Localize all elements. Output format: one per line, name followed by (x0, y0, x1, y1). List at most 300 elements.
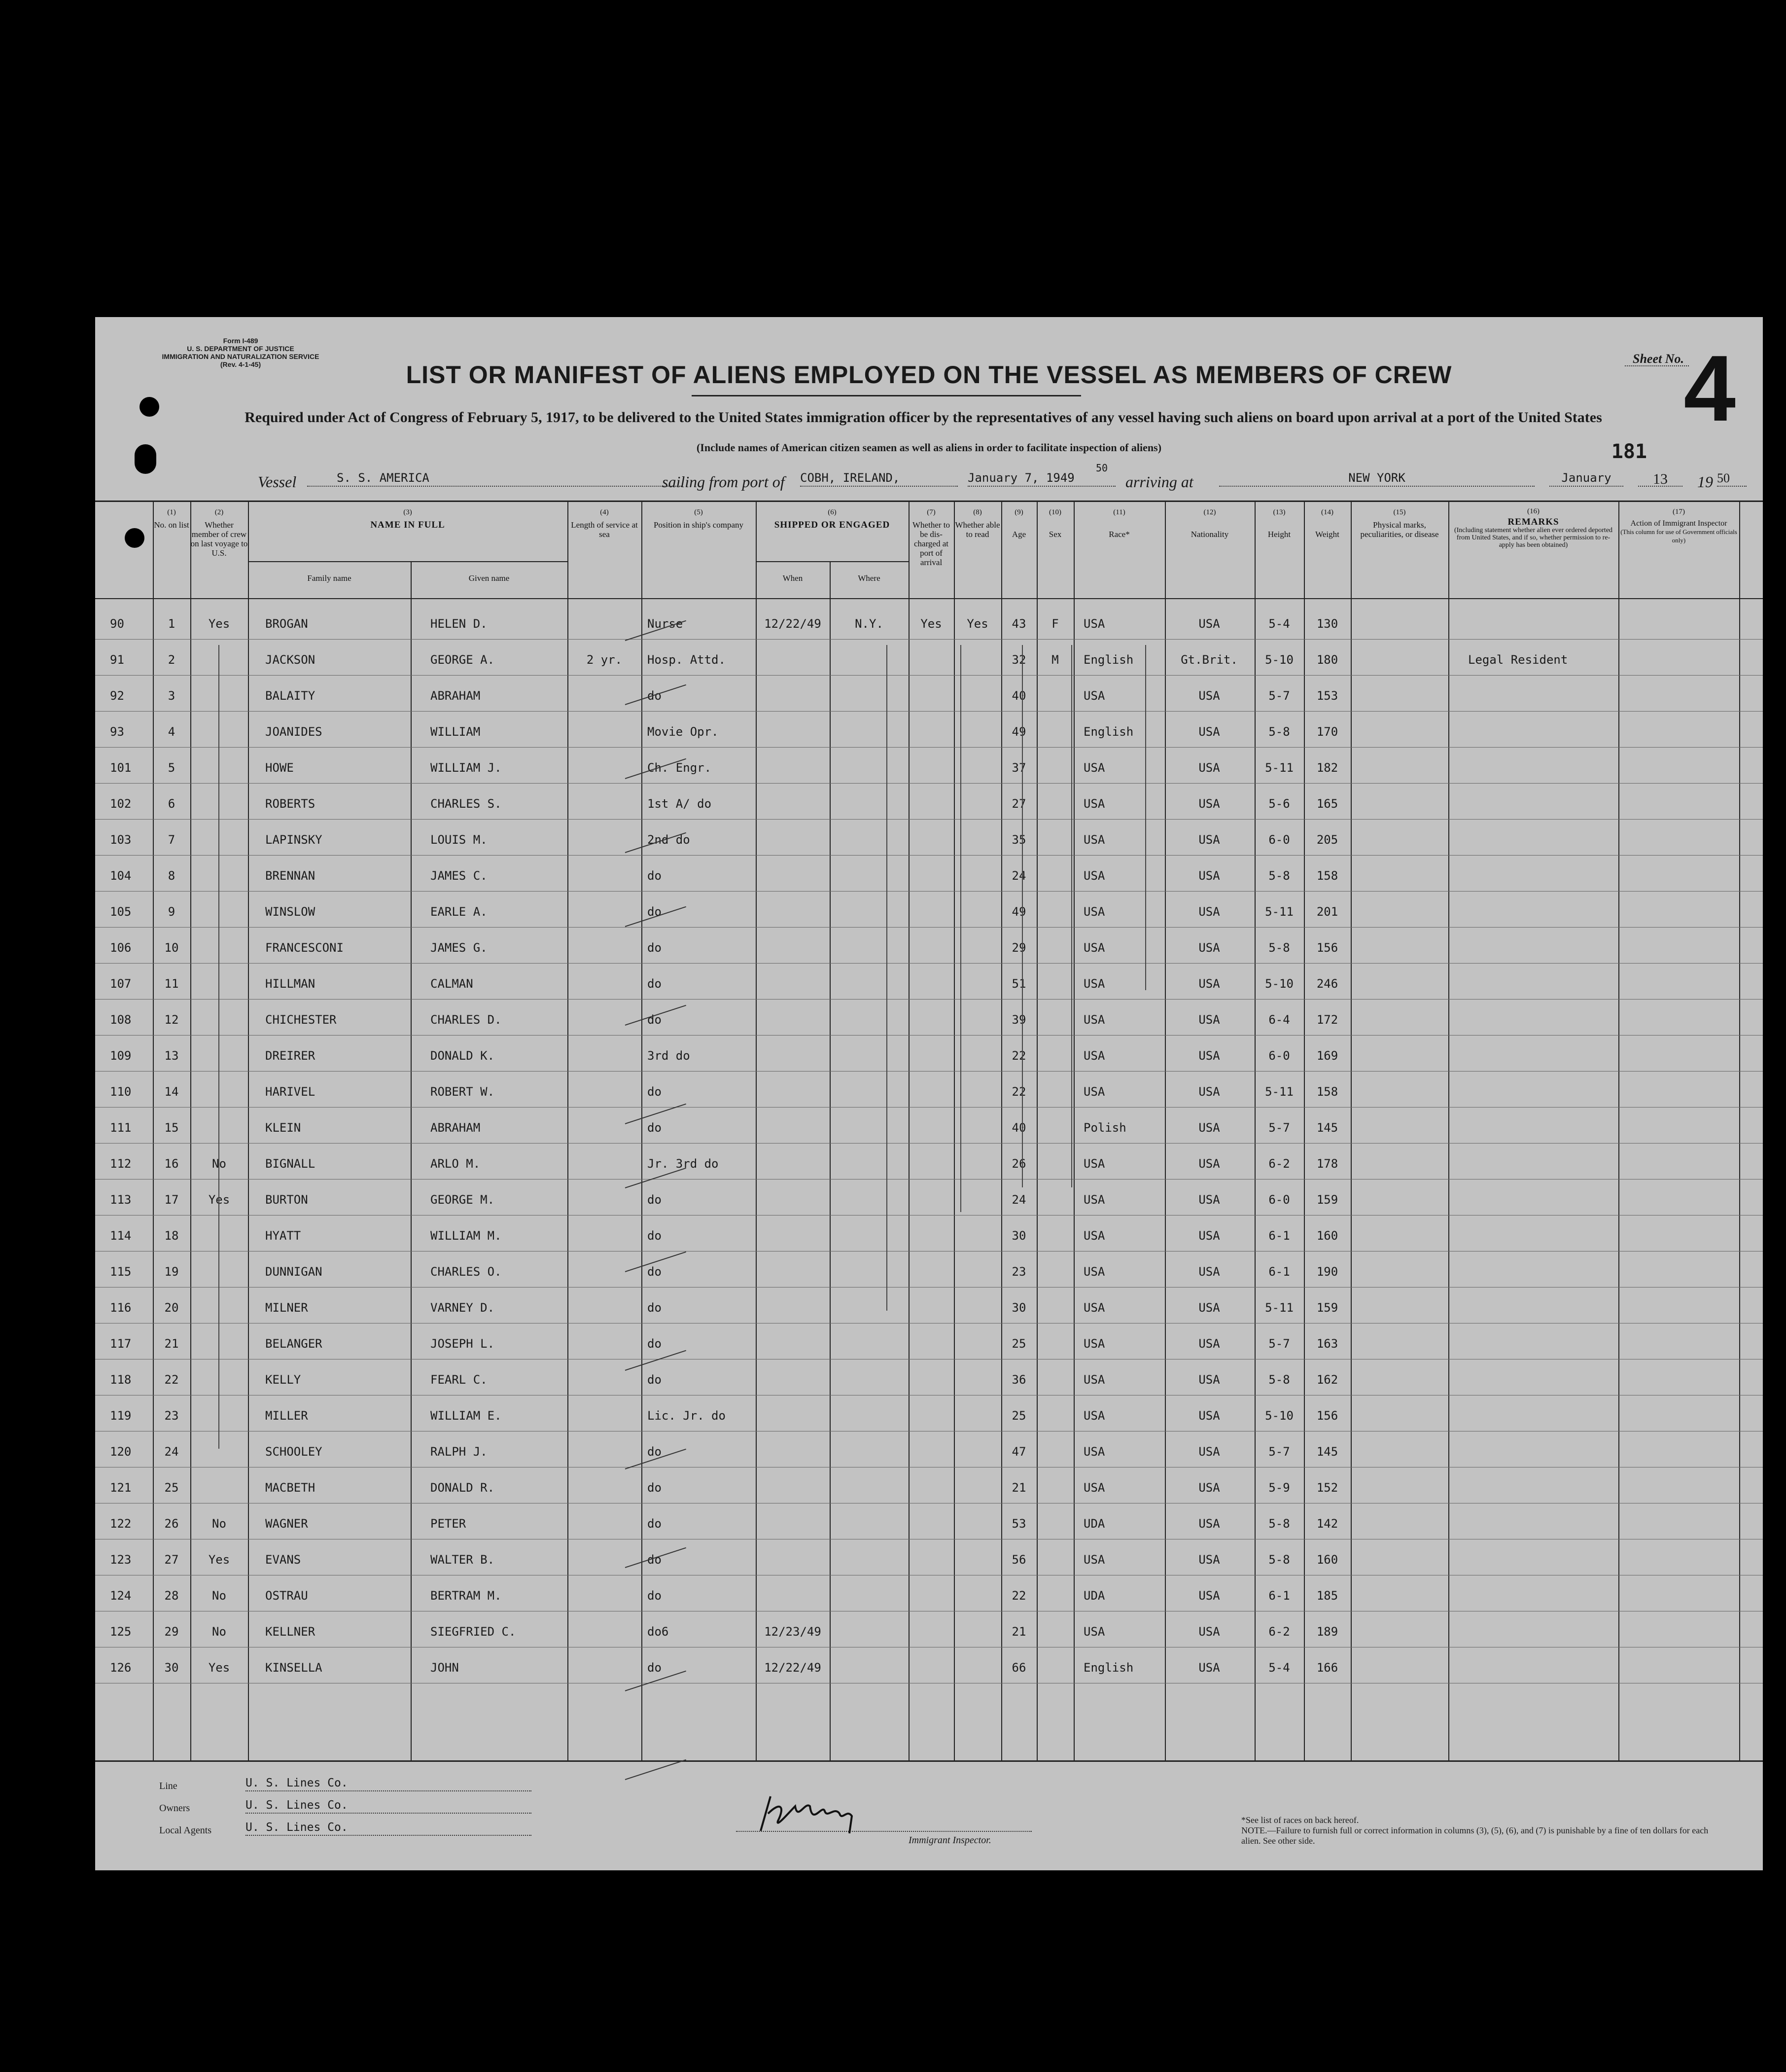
vessel-line (258, 462, 1730, 491)
row-weight: 153 (1316, 689, 1338, 703)
row-position: Jr. 3rd do (647, 1157, 719, 1171)
row-family-name: BELANGER (265, 1337, 322, 1351)
row-rule (95, 963, 1763, 964)
row-race: UDA (1084, 1517, 1105, 1531)
col-label: Nationality (1191, 530, 1229, 539)
row-family-name: WAGNER (265, 1517, 308, 1531)
row-age: 30 (1012, 1229, 1026, 1243)
col-num: (13) (1273, 508, 1286, 516)
row-given-name: ABRAHAM (430, 1121, 481, 1135)
row-ref-number: 112 (110, 1157, 132, 1171)
row-race: USA (1084, 797, 1105, 811)
row-position: do (647, 1373, 662, 1387)
row-ref-number: 125 (110, 1625, 132, 1639)
row-race: USA (1084, 1301, 1105, 1315)
row-given-name: JOHN (430, 1661, 459, 1675)
form-revision: (Rev. 4-1-45) (220, 360, 261, 368)
row-nationality: Gt.Brit. (1181, 653, 1238, 667)
row-family-name: BURTON (265, 1193, 308, 1207)
row-weight: 172 (1316, 1013, 1338, 1027)
ditto-stroke (1071, 645, 1072, 1187)
row-prev-voyage: Yes (208, 1661, 230, 1675)
row-height: 5-11 (1265, 761, 1294, 775)
row-position: Ch. Engr. (647, 761, 712, 775)
row-number: 17 (164, 1193, 179, 1207)
header-bottom-rule (95, 598, 1763, 599)
row-family-name: BROGAN (265, 617, 308, 631)
row-position: do (647, 1517, 662, 1531)
row-weight: 162 (1316, 1373, 1338, 1387)
row-height: 6-1 (1268, 1589, 1290, 1603)
row-position: Nurse (647, 617, 683, 631)
row-discharged: Yes (920, 617, 942, 631)
row-ref-number: 124 (110, 1589, 132, 1603)
col-header-sex (1037, 508, 1074, 539)
row-family-name: MILNER (265, 1301, 308, 1315)
row-given-name: WALTER B. (430, 1553, 495, 1567)
row-weight: 180 (1316, 653, 1338, 667)
row-number: 3 (168, 689, 175, 703)
col-header-height (1255, 508, 1304, 539)
row-rule (95, 639, 1763, 640)
arrival-port: NEW YORK (1219, 471, 1535, 487)
row-nationality: USA (1198, 1229, 1220, 1243)
col-label: Whether member of crew on last voyage to U.S. (190, 520, 248, 558)
row-number: 16 (164, 1157, 179, 1171)
col-num: (12) (1203, 508, 1216, 516)
row-age: 51 (1012, 977, 1026, 991)
row-given-name: WILLIAM E. (430, 1409, 502, 1423)
row-number: 15 (164, 1121, 179, 1135)
row-height: 5-4 (1268, 1661, 1290, 1675)
row-shipped-where: N.Y. (855, 617, 883, 631)
row-family-name: JACKSON (265, 653, 315, 667)
row-given-name: CHARLES S. (430, 797, 502, 811)
footer (95, 1762, 1763, 1870)
row-weight: 182 (1316, 761, 1338, 775)
row-prev-voyage: Yes (208, 1193, 230, 1207)
col-label: Position in ship's company (653, 520, 744, 530)
col-divider (1351, 502, 1352, 1760)
inspector-line (736, 1831, 1032, 1832)
row-age: 49 (1012, 725, 1026, 739)
stamp-number: 181 (1611, 440, 1647, 463)
row-family-name: KELLY (265, 1373, 301, 1387)
row-prev-voyage: No (212, 1589, 226, 1603)
row-age: 22 (1012, 1589, 1026, 1603)
row-weight: 160 (1316, 1229, 1338, 1243)
row-rule (95, 783, 1763, 784)
row-weight: 145 (1316, 1121, 1338, 1135)
row-number: 27 (164, 1553, 179, 1567)
row-rule (95, 711, 1763, 712)
row-given-name: ARLO M. (430, 1157, 481, 1171)
row-height: 5-11 (1265, 1085, 1294, 1099)
row-rule (95, 819, 1763, 820)
col-header-shipped (756, 508, 909, 530)
row-family-name: BALAITY (265, 689, 315, 703)
row-weight: 130 (1316, 617, 1338, 631)
row-position: do (647, 1265, 662, 1279)
row-nationality: USA (1198, 1661, 1220, 1675)
row-given-name: RALPH J. (430, 1445, 488, 1459)
col-num: (16) (1527, 508, 1540, 515)
row-shipped-when: 12/22/49 (764, 617, 821, 631)
col-divider (1165, 502, 1166, 1760)
row-race: USA (1084, 977, 1105, 991)
arrival-month: January (1549, 471, 1623, 487)
row-position: Hosp. Attd. (647, 653, 726, 667)
row-number: 30 (164, 1661, 179, 1675)
row-race: USA (1084, 1337, 1105, 1351)
row-nationality: USA (1198, 941, 1220, 955)
row-family-name: KINSELLA (265, 1661, 322, 1675)
col-label: Height (1267, 530, 1291, 539)
row-given-name: FEARL C. (430, 1373, 488, 1387)
row-given-name: VARNEY D. (430, 1301, 495, 1315)
col-label: Sex (1049, 530, 1062, 539)
row-ref-number: 105 (110, 905, 132, 919)
row-family-name: BIGNALL (265, 1157, 315, 1171)
row-number: 6 (168, 797, 175, 811)
row-race: USA (1084, 941, 1105, 955)
row-rule (95, 675, 1763, 676)
col-header-when: When (782, 573, 803, 583)
row-given-name: SIEGFRIED C. (430, 1625, 516, 1639)
row-ref-number: 118 (110, 1373, 132, 1387)
row-age: 56 (1012, 1553, 1026, 1567)
row-able-to-read: Yes (967, 617, 988, 631)
row-family-name: LAPINSKY (265, 833, 322, 847)
row-weight: 178 (1316, 1157, 1338, 1171)
col-header-position (641, 508, 756, 530)
row-position: do6 (647, 1625, 669, 1639)
form-department: U. S. DEPARTMENT OF JUSTICE (187, 345, 294, 353)
note-races: *See list of races on back hereof. (1241, 1815, 1359, 1825)
col-header-physical (1351, 508, 1448, 539)
row-ref-number: 123 (110, 1553, 132, 1567)
row-nationality: USA (1198, 1481, 1220, 1495)
row-race: USA (1084, 1445, 1105, 1459)
row-race: USA (1084, 1229, 1105, 1243)
row-number: 10 (164, 941, 179, 955)
row-height: 5-6 (1268, 797, 1290, 811)
row-height: 5-10 (1265, 977, 1294, 991)
row-age: 21 (1012, 1625, 1026, 1639)
crew-table (95, 500, 1763, 1762)
row-height: 6-4 (1268, 1013, 1290, 1027)
row-nationality: USA (1198, 1013, 1220, 1027)
row-nationality: USA (1198, 833, 1220, 847)
row-given-name: JAMES G. (430, 941, 488, 955)
row-family-name: HILLMAN (265, 977, 315, 991)
col-header-family: Family name (307, 573, 351, 583)
col-label: SHIPPED OR ENGAGED (774, 520, 890, 530)
row-given-name: ROBERT W. (430, 1085, 495, 1099)
row-number: 9 (168, 905, 175, 919)
col-divider (954, 502, 955, 1760)
col-divider (1074, 502, 1075, 1760)
row-race: USA (1084, 1625, 1105, 1639)
row-family-name: MACBETH (265, 1481, 315, 1495)
row-age: 35 (1012, 833, 1026, 847)
col-header-prev-voyage (190, 508, 248, 558)
row-age: 21 (1012, 1481, 1026, 1495)
row-ref-number: 122 (110, 1517, 132, 1531)
col-label: Race* (1109, 530, 1130, 539)
row-number: 19 (164, 1265, 179, 1279)
row-age: 32 (1012, 653, 1026, 667)
row-nationality: USA (1198, 1157, 1220, 1171)
form-number: Form I-489 (223, 337, 258, 345)
page-title: LIST OR MANIFEST OF ALIENS EMPLOYED ON THE VESSEL AS MEMBERS OF CREW (406, 361, 1452, 389)
row-height: 5-4 (1268, 617, 1290, 631)
sailing-port: COBH, IRELAND, (800, 471, 958, 487)
row-number: 13 (164, 1049, 179, 1063)
row-age: 22 (1012, 1085, 1026, 1099)
inspector-signature (751, 1791, 864, 1836)
row-height: 5-11 (1265, 905, 1294, 919)
col-label: No. on list (154, 520, 189, 530)
row-weight: 160 (1316, 1553, 1338, 1567)
row-ref-number: 126 (110, 1661, 132, 1675)
row-race: Polish (1084, 1121, 1126, 1135)
row-position: do (647, 941, 662, 955)
row-position: do (647, 1229, 662, 1243)
row-height: 6-2 (1268, 1625, 1290, 1639)
row-position: do (647, 1013, 662, 1027)
row-given-name: CALMAN (430, 977, 473, 991)
page-subtitle: Required under Act of Congress of February 5, 1917, to be delivered to the United States immigration officer by the representatives of any vessel having such aliens on board upon arrival at a port of the United States (245, 409, 1602, 426)
row-ref-number: 121 (110, 1481, 132, 1495)
row-family-name: DREIRER (265, 1049, 315, 1063)
row-height: 5-7 (1268, 689, 1290, 703)
row-nationality: USA (1198, 689, 1220, 703)
col-num: (9) (1015, 508, 1023, 516)
col-num: (11) (1113, 508, 1125, 516)
row-weight: 246 (1316, 977, 1338, 991)
row-prev-voyage: Yes (208, 617, 230, 631)
col-divider (756, 502, 757, 1760)
manifest-sheet (95, 317, 1763, 1870)
row-ref-number: 120 (110, 1445, 132, 1459)
row-nationality: USA (1198, 761, 1220, 775)
arrival-day: 13 (1638, 471, 1682, 487)
row-nationality: USA (1198, 1625, 1220, 1639)
check-mark (625, 1350, 686, 1371)
row-family-name: BRENNAN (265, 869, 315, 883)
row-number: 18 (164, 1229, 179, 1243)
row-height: 6-1 (1268, 1229, 1290, 1243)
row-prev-voyage: Yes (208, 1553, 230, 1567)
row-ref-number: 101 (110, 761, 132, 775)
row-number: 22 (164, 1373, 179, 1387)
row-weight: 190 (1316, 1265, 1338, 1279)
inspector-label: Immigrant Inspector. (909, 1835, 991, 1846)
row-nationality: USA (1198, 1193, 1220, 1207)
col-num: (14) (1321, 508, 1333, 516)
owners-label: Owners (159, 1803, 190, 1814)
row-prev-voyage: No (212, 1625, 226, 1639)
row-weight: 156 (1316, 941, 1338, 955)
row-given-name: WILLIAM J. (430, 761, 502, 775)
row-number: 5 (168, 761, 175, 775)
row-position: do (647, 1085, 662, 1099)
row-race: English (1084, 1661, 1134, 1675)
row-ref-number: 111 (110, 1121, 132, 1135)
row-given-name: ABRAHAM (430, 689, 481, 703)
row-position: 1st A/ do (647, 797, 712, 811)
row-nationality: USA (1198, 905, 1220, 919)
row-remarks: Legal Resident (1468, 653, 1568, 667)
vessel-name: S. S. AMERICA (307, 471, 682, 487)
col-num: (6) (828, 508, 837, 516)
col-num: (7) (927, 508, 936, 516)
row-given-name: JAMES C. (430, 869, 488, 883)
row-age: 39 (1012, 1013, 1026, 1027)
row-race: USA (1084, 1481, 1105, 1495)
col-divider (830, 561, 831, 1760)
row-sex: M (1051, 653, 1059, 667)
row-height: 5-8 (1268, 1517, 1290, 1531)
row-height: 5-7 (1268, 1121, 1290, 1135)
col-divider (1618, 502, 1619, 1760)
ditto-stroke (218, 645, 219, 1449)
row-height: 6-0 (1268, 833, 1290, 847)
row-position: do (647, 1445, 662, 1459)
ditto-stroke (1022, 645, 1023, 1187)
row-height: 6-2 (1268, 1157, 1290, 1171)
row-given-name: PETER (430, 1517, 466, 1531)
row-nationality: USA (1198, 1373, 1220, 1387)
row-given-name: WILLIAM M. (430, 1229, 502, 1243)
row-weight: 205 (1316, 833, 1338, 847)
row-age: 30 (1012, 1301, 1026, 1315)
col-label: Action of Immigrant Inspector (1630, 519, 1727, 528)
col-divider (248, 502, 249, 1760)
row-number: 2 (168, 653, 175, 667)
row-number: 21 (164, 1337, 179, 1351)
row-weight: 158 (1316, 1085, 1338, 1099)
col-header-discharged (909, 508, 954, 567)
sheet-no-label: Sheet No. (1633, 352, 1684, 366)
row-position: Movie Opr. (647, 725, 719, 739)
row-height: 6-1 (1268, 1265, 1290, 1279)
row-number: 1 (168, 617, 175, 631)
ditto-stroke (886, 645, 887, 1311)
row-number: 23 (164, 1409, 179, 1423)
sailing-date: January 7, 1949 (968, 471, 1116, 487)
row-rule (95, 1035, 1763, 1036)
row-weight: 170 (1316, 725, 1338, 739)
col-header-race (1074, 508, 1165, 539)
row-weight: 165 (1316, 797, 1338, 811)
row-weight: 145 (1316, 1445, 1338, 1459)
row-family-name: ROBERTS (265, 797, 315, 811)
col-divider (1739, 502, 1740, 1760)
row-position: do (647, 1193, 662, 1207)
title-underline (692, 395, 1081, 396)
row-ref-number: 117 (110, 1337, 132, 1351)
col-sublabel: (Including statement whether alien ever ordered deported from United States, and if so, whether permission to re-apply has been obtained) (1454, 527, 1613, 549)
row-number: 20 (164, 1301, 179, 1315)
row-ref-number: 107 (110, 977, 132, 991)
row-ref-number: 92 (110, 689, 124, 703)
page-subnote: (Include names of American citizen seamen as well as aliens in order to facilitate inspection of aliens) (696, 441, 1162, 454)
row-family-name: JOANIDES (265, 725, 322, 739)
agents-label: Local Agents (159, 1825, 212, 1836)
row-height: 5-8 (1268, 941, 1290, 955)
col-sublabel: (This column for use of Government officials only) (1620, 528, 1737, 544)
row-family-name: WINSLOW (265, 905, 315, 919)
col-num: (10) (1049, 508, 1061, 516)
col-num: (15) (1393, 508, 1406, 516)
row-ref-number: 106 (110, 941, 132, 955)
row-race: English (1084, 653, 1134, 667)
row-weight: 166 (1316, 1661, 1338, 1675)
row-age: 43 (1012, 617, 1026, 631)
row-position: do (647, 689, 662, 703)
row-race: USA (1084, 1553, 1105, 1567)
col-label: Whether able to read (955, 520, 1000, 539)
row-race: USA (1084, 1373, 1105, 1387)
agents-value: U. S. Lines Co. (245, 1821, 531, 1836)
row-height: 6-0 (1268, 1049, 1290, 1063)
row-position: do (647, 905, 662, 919)
col-header-no (153, 508, 190, 530)
row-number: 29 (164, 1625, 179, 1639)
sailing-label: sailing from port of (662, 473, 785, 491)
row-given-name: DONALD K. (430, 1049, 495, 1063)
col-divider (641, 502, 642, 1760)
row-nationality: USA (1198, 1085, 1220, 1099)
row-ref-number: 104 (110, 869, 132, 883)
row-number: 14 (164, 1085, 179, 1099)
check-mark (625, 1168, 686, 1188)
arrival-year: 50 (1717, 471, 1747, 487)
row-position: do (647, 869, 662, 883)
row-age: 22 (1012, 1049, 1026, 1063)
note-penalty: NOTE.—Failure to furnish full or correct information in columns (3), (5), (6), and (7) is punishable by a fine of ten dollars for each alien. See other side. (1241, 1825, 1709, 1846)
row-weight: 201 (1316, 905, 1338, 919)
col-header-read (954, 508, 1001, 539)
col-num: (1) (167, 508, 176, 516)
row-weight: 159 (1316, 1193, 1338, 1207)
row-given-name: LOUIS M. (430, 833, 488, 847)
line-value: U. S. Lines Co. (245, 1777, 531, 1791)
row-weight: 152 (1316, 1481, 1338, 1495)
row-position: 2nd do (647, 833, 690, 847)
row-position: 3rd do (647, 1049, 690, 1063)
col-label: NAME IN FULL (370, 520, 445, 530)
row-family-name: HOWE (265, 761, 294, 775)
row-rule (95, 1071, 1763, 1072)
row-ref-number: 102 (110, 797, 132, 811)
row-family-name: OSTRAU (265, 1589, 308, 1603)
col-label: Weight (1315, 530, 1339, 539)
row-height: 6-0 (1268, 1193, 1290, 1207)
punch-hole (140, 397, 159, 417)
row-ref-number: 116 (110, 1301, 132, 1315)
row-weight: 158 (1316, 869, 1338, 883)
row-height: 5-10 (1265, 1409, 1294, 1423)
col-num: (4) (600, 508, 609, 516)
row-family-name: CHICHESTER (265, 1013, 337, 1027)
row-height: 5-8 (1268, 1373, 1290, 1387)
col-divider (567, 502, 568, 1760)
col-header-age (1001, 508, 1037, 539)
row-race: USA (1084, 1085, 1105, 1099)
